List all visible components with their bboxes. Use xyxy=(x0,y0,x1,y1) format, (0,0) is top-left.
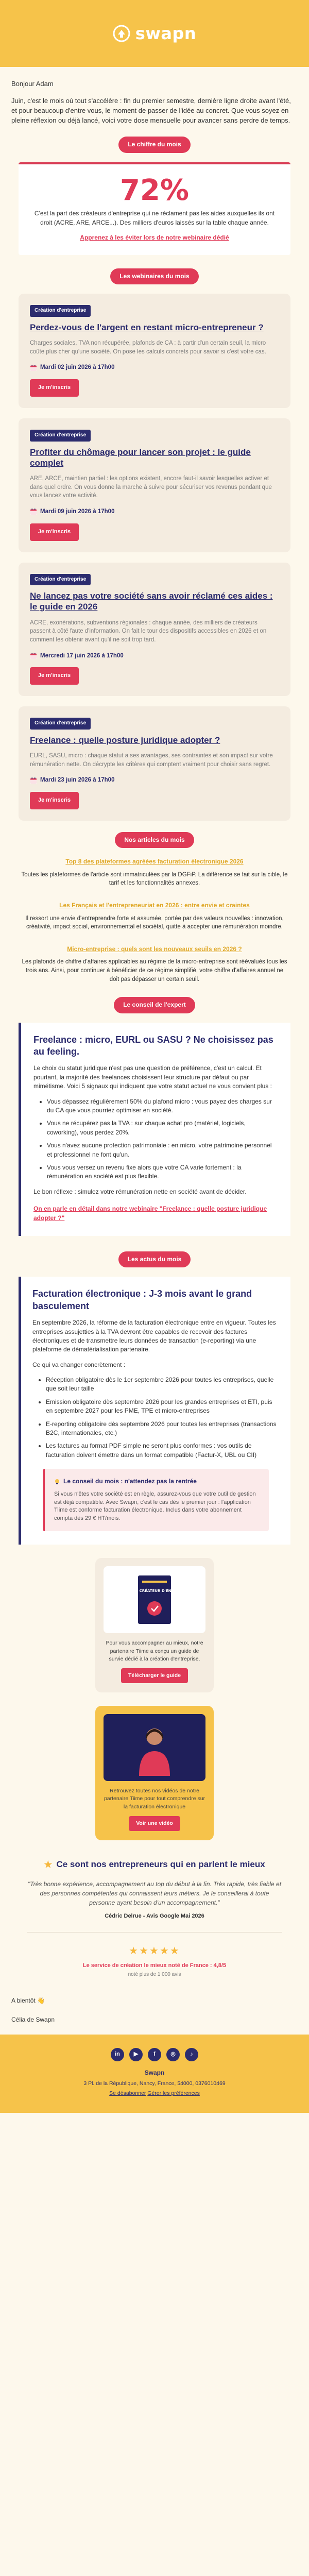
article-text: Toutes les plateformes de l'article sont immatriculées par la DGFiP. La différence se fait sur la cible, le tarif et les fonctionnalités annexes. xyxy=(21,871,288,887)
testimonial-heading-text: Ce sont nos entrepreneurs qui en parlent le mieux xyxy=(56,1859,265,1869)
webinar-title[interactable]: Freelance : quelle posture juridique adopter ? xyxy=(30,735,220,745)
calendar-icon xyxy=(30,508,37,515)
intro-paragraph: Juin, c'est le mois où tout s'accélère : fin du premier semestre, dernière ligne droite avant l'été, et pour beaucoup d'entre vous, le moment de passer de l'idée au concret. Que vous soyez en pleine réflexion ou déjà lancé, voici votre dose mensuelle pour avancer sans perdre de temps. xyxy=(11,96,291,124)
social-links xyxy=(10,2048,299,2061)
article-text: Il ressort une envie d'entreprendre forte et assumée, portée par des valeurs nouvelles : innovation, créativité, impact social, environnemental et sociétal, quitte à accepter une rémunération moindre. xyxy=(25,915,284,930)
guide-text: Pour vous accompagner au mieux, notre partenaire Tiime a conçu un guide de survie dédié à la création d'entreprise. xyxy=(106,1640,203,1662)
webinar-date xyxy=(30,363,279,372)
footer xyxy=(0,2035,309,2113)
webinar-register-button[interactable]: Je m'inscris xyxy=(30,792,79,809)
article-title[interactable]: Les Français et l'entrepreneuriat en 2026 : entre envie et craintes xyxy=(59,902,250,909)
article-text: Les plafonds de chiffre d'affaires applicables au régime de la micro-entreprise sont réévalués tous les trois ans. Ainsi, pour continuer à bénéficier de ce régime simplifié, votre chiffre d'affaires annuel ne doit pas dépasser un certain seuil. xyxy=(22,959,287,982)
swapn-logo-icon xyxy=(113,25,130,42)
article-title[interactable]: Micro-entreprise : quels sont les nouveaux seuils en 2026 ? xyxy=(67,945,242,953)
divider xyxy=(27,1932,282,1933)
webinar-date-text: Mardi 23 juin 2026 à 17h00 xyxy=(40,777,115,784)
intro xyxy=(11,79,298,125)
news-article xyxy=(19,1277,290,1545)
unsubscribe-link[interactable]: Se désabonner xyxy=(109,2090,146,2096)
webinar-date-text: Mercredi 17 juin 2026 à 17h00 xyxy=(40,652,124,659)
guide-cover xyxy=(104,1566,205,1633)
news-bullet: • Réception obligatoire dès le 1er septembre 2026 pour toutes les entreprises, quelle que soit leur taille xyxy=(46,1376,279,1394)
stat-webinar-link[interactable]: Apprenez à les éviter lors de notre webinaire dédié xyxy=(80,234,229,242)
expert-bullets xyxy=(47,1097,278,1181)
news-paragraph: En septembre 2026, la réforme de la facturation électronique entre en vigueur. Toutes les entreprises assujetties à la TVA devront être capables de recevoir des factures électroniques et de transmettre leurs données de transaction (e-reporting) via une plateforme de dématérialisation partenaire. xyxy=(32,1319,276,1353)
webinar-card xyxy=(19,294,290,408)
signoff xyxy=(0,1979,309,2025)
news-paragraph: Ce qui va changer concrètement : xyxy=(32,1361,126,1368)
news-bullet: • Les factures au format PDF simple ne seront plus conformes : vos outils de facturation doivent émettre dans un format compatible (Factur-X, UBL ou CII) xyxy=(46,1442,279,1460)
testimonial xyxy=(27,1858,282,1978)
webinar-card xyxy=(19,418,290,552)
tip-box xyxy=(43,1469,269,1531)
testimonial-quote: "Très bonne expérience, accompagnement au top du début à la fin. Très rapide, très fiable et des personnes compétentes qui connaissent leurs métiers. Je le conseillerai à toute personne ayant besoin d'un accompagnement." xyxy=(27,1880,282,1907)
rating-subtext: noté plus de 1 000 avis xyxy=(128,1972,181,1978)
webinar-badge: Création d'entreprise xyxy=(30,305,91,317)
stat-number: 72% xyxy=(119,173,190,207)
youtube-icon[interactable]: ▶ xyxy=(129,2048,143,2061)
webinar-badge: Création d'entreprise xyxy=(30,718,91,730)
instagram-icon[interactable]: ◎ xyxy=(166,2048,180,2061)
testimonial-author: Cédric Delrue - Avis Google Mai 2026 xyxy=(105,1913,204,1920)
webinar-date xyxy=(30,507,279,516)
presenter-icon xyxy=(131,1719,178,1776)
logo-text: swapn xyxy=(135,23,197,43)
header xyxy=(0,0,309,67)
promo-video xyxy=(11,1706,298,1840)
news-title: Facturation électronique : J-3 mois avant le grand basculement xyxy=(32,1289,252,1311)
guide-book-icon xyxy=(118,1571,191,1628)
news-bullet: • E-reporting obligatoire dès septembre 2026 pour toutes les entreprises (transactions B2C, internationales, etc.) xyxy=(46,1420,279,1438)
tiktok-icon[interactable]: ♪ xyxy=(185,2048,198,2061)
webinar-date-text: Mardi 09 juin 2026 à 17h00 xyxy=(40,509,115,515)
webinar-date-text: Mardi 02 juin 2026 à 17h00 xyxy=(40,364,115,371)
news-bullet: • Emission obligatoire dès septembre 2026 pour les grandes entreprises et ETI, puis en septembre 2027 pour les PME, TPE et micro-entreprises xyxy=(46,1398,279,1416)
manage-preferences-link[interactable]: Gérer les préférences xyxy=(147,2090,200,2096)
article-title[interactable]: Top 8 des plateformes agréées facturation électronique 2026 xyxy=(65,858,244,866)
webinar-card xyxy=(19,563,290,697)
testimonial-heading xyxy=(27,1858,282,1871)
tip-title xyxy=(54,1477,260,1486)
expert-bullet: • Vous n'avez aucune protection patrimoniale : en micro, votre patrimoine personnel et professionnel ne font qu'un. xyxy=(47,1141,278,1159)
promo-guide xyxy=(11,1558,298,1692)
logo[interactable] xyxy=(113,22,196,45)
webinar-card xyxy=(19,706,290,821)
expert-bullet: • Vous dépassez régulièrement 50% du plafond micro : vous payez des charges sur du CA que vous pourriez optimiser en société. xyxy=(47,1097,278,1115)
watch-video-button[interactable]: Voir une vidéo xyxy=(129,1816,180,1831)
footer-brand: Swapn xyxy=(144,2069,165,2077)
expert-title: Freelance : micro, EURL ou SASU ? Ne choisissez pas au feeling. xyxy=(33,1034,273,1057)
webinar-register-button[interactable]: Je m'inscris xyxy=(30,379,79,397)
rating-text: Le service de création le mieux noté de France : 4,8/5 xyxy=(82,1962,227,1969)
tip-title-text: Le conseil du mois : n'attendez pas la rentrée xyxy=(63,1478,197,1485)
webinar-title[interactable]: Ne lancez pas votre société sans avoir réclamé ces aides : le guide en 2026 xyxy=(30,591,273,612)
video-text: Retrouvez toutes nos vidéos de notre partenaire Tiime pour tout comprendre sur la facturation électronique xyxy=(104,1788,205,1810)
signoff-line: A bientôt 👋 xyxy=(11,1996,45,2004)
webinar-title[interactable]: Profiter du chômage pour lancer son projet : le guide complet xyxy=(30,447,251,468)
download-guide-button[interactable]: Télécharger le guide xyxy=(121,1668,188,1683)
section-pill-webinars: Les webinaires du mois xyxy=(110,268,198,284)
webinar-title[interactable]: Perdez-vous de l'argent en restant micro-entrepreneur ? xyxy=(30,322,264,332)
webinar-description: ACRE, exonérations, subventions régionales : chaque année, des milliers de créateurs passent à côté faute d'information. On fait le tour des dispositifs accessibles en 2026 et on comment les obtenir avant qu'il ne soit trop tard. xyxy=(30,619,267,643)
webinar-description: Charges sociales, TVA non récupérée, plafonds de CA : à partir d'un certain seuil, la micro coûte plus cher qu'une société. On pose les calculs concrets pour savoir si c'est votre cas. xyxy=(30,340,266,355)
footer-links xyxy=(10,2090,299,2097)
signoff-signature: Célia de Swapn xyxy=(11,2015,55,2023)
rating-stars: ★★★★★ xyxy=(129,1945,180,1957)
tip-text: Si vous n'êtes votre société est en règle, assurez-vous que votre outil de gestion est déjà compatible. Avec Swapn, c'est le cas dès le premier jour : l'application Tiime est conforme facturation électronique. Inclus dans votre abonnement compta dès 29 € HT/mois. xyxy=(54,1490,256,1522)
webinar-register-button[interactable]: Je m'inscris xyxy=(30,667,79,685)
guide-cover-title: GUIDE DU CRÉATEUR D'ENTREPRISE xyxy=(118,1589,191,1594)
article-item xyxy=(21,901,288,931)
expert-bullet: • Vous ne récupérez pas la TVA : sur chaque achat pro (matériel, logiciels, coworking), vous perdez 20%. xyxy=(47,1119,278,1137)
greeting: Bonjour Adam xyxy=(11,80,54,88)
news-bullets xyxy=(46,1376,279,1460)
expert-card xyxy=(19,1023,290,1236)
webinar-description: EURL, SASU, micro : chaque statut a ses avantages, ses contraintes et son impact sur votre rémunération nette. On décrypte les critères qui comptent vraiment pour choisir sans regret. xyxy=(30,753,273,768)
lightbulb-icon xyxy=(54,1479,60,1485)
calendar-icon xyxy=(30,652,37,659)
calendar-icon xyxy=(30,777,37,784)
expert-webinar-link[interactable]: On en parle en détail dans notre webinaire "Freelance : quelle posture juridique adopter ?" xyxy=(33,1205,267,1222)
stat-card xyxy=(19,162,290,255)
section-pill-news: Les actus du mois xyxy=(118,1251,191,1267)
expert-paragraph: Le bon réflexe : simulez votre rémunération nette en société avant de décider. xyxy=(33,1188,247,1195)
webinar-register-button[interactable]: Je m'inscris xyxy=(30,523,79,541)
webinar-date xyxy=(30,652,279,660)
section-pill-stat: Le chiffre du mois xyxy=(118,137,190,152)
article-item xyxy=(21,857,288,888)
webinar-date xyxy=(30,776,279,785)
video-thumbnail[interactable] xyxy=(104,1714,205,1781)
expert-bullet: • Vous vous versez un revenu fixe alors que votre CA varie fortement : la rémunération en société est plus flexible. xyxy=(47,1163,278,1181)
star-icon: ★ xyxy=(44,1859,53,1870)
section-pill-articles: Nos articles du mois xyxy=(115,832,194,848)
footer-address: 3 Pl. de la République, Nancy, France, 54000, 0376010469 xyxy=(83,2080,226,2087)
webinar-description: ARE, ARCE, maintien partiel : les options existent, encore faut-il savoir lesquelles activer et dans quel ordre. On vous donne la marche à suivre pour sécuriser vos revenus pendant que vous lancez votre activité. xyxy=(30,476,272,499)
linkedin-icon[interactable]: in xyxy=(111,2048,124,2061)
webinar-badge: Création d'entreprise xyxy=(30,430,91,442)
video-card xyxy=(95,1706,214,1840)
section-pill-expert: Le conseil de l'expert xyxy=(114,997,195,1013)
webinar-badge: Création d'entreprise xyxy=(30,574,91,586)
article-item xyxy=(21,945,288,984)
stat-text: C'est la part des créateurs d'entreprise qui ne réclament pas les aides auxquelles ils ont droit (ACRE, ARE, ARCE...). Des milliers d'euros laissés sur la table chaque année. xyxy=(34,210,275,226)
guide-card xyxy=(95,1558,214,1692)
facebook-icon[interactable]: f xyxy=(148,2048,161,2061)
calendar-icon xyxy=(30,364,37,371)
expert-paragraph: Le choix du statut juridique n'est pas une question de préférence, c'est un calcul. Et pourtant, la majorité des freelances choisissent leur structure par défaut ou par mimétisme. Voici 5 signaux qui indiquent que votre statut actuel ne vous convient plus : xyxy=(33,1064,272,1090)
